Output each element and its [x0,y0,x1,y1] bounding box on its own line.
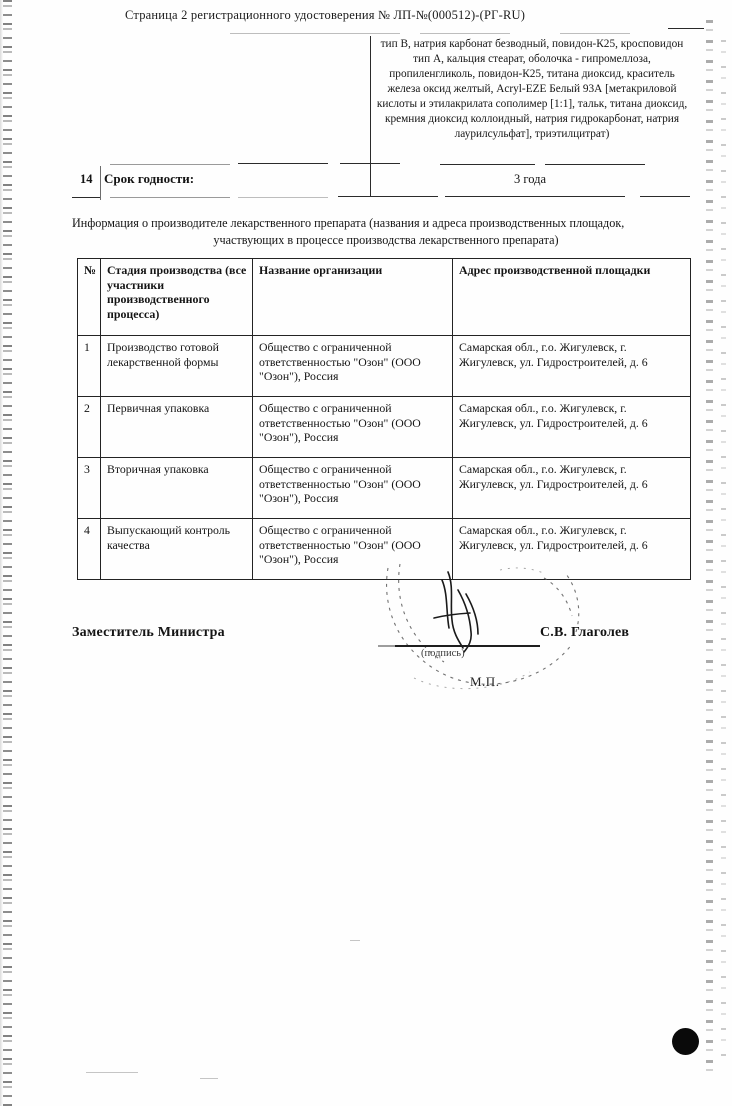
cell-organization: Общество с ограниченной ответственностью "Озон" (ООО "Озон"), Россия [253,397,453,458]
scan-artifact-right-outer [721,40,726,1060]
shelf-life-label: Срок годности: [104,171,195,186]
cell-number: 1 [78,336,101,397]
cell-number: 2 [78,397,101,458]
cell-address: Самарская обл., г.о. Жигулевск, г. Жигулевск, ул. Гидростроителей, д. 6 [453,519,691,580]
scan-rule [420,33,510,34]
cell-stage: Вторичная упаковка [101,458,253,519]
scan-rule [72,197,100,198]
column-header-address: Адрес производственной площадки [453,259,691,336]
scan-speckle [86,1072,138,1073]
scan-rule [440,164,535,165]
scan-rule [110,197,230,198]
signatory-name: С.В. Глаголев [540,625,630,640]
scan-rule [445,196,625,197]
cell-stage: Первичная упаковка [101,397,253,458]
cell-organization: Общество с ограниченной ответственностью "Озон" (ООО "Озон"), Россия [253,336,453,397]
shelf-life-value: 3 года [514,172,546,186]
scan-rule [238,163,328,164]
table-header-row [78,259,691,336]
table-row [78,336,691,397]
table-vertical-divider [100,166,101,200]
cell-number: 4 [78,519,101,580]
header-rule [668,28,704,29]
table-row [78,519,691,580]
scan-artifact-left [3,0,12,1106]
page-header-text: Страница 2 регистрационного удостоверения № ЛП-№(000512)-(РГ-RU) [125,8,526,22]
signature-caption: (подпись) [421,648,465,659]
signature-line [395,645,540,647]
manufacturer-intro-line-1: Информация о производителе лекарственного препарата (названия и адреса производственных площадок, [72,216,625,230]
cell-address: Самарская обл., г.о. Жигулевск, г. Жигулевск, ул. Гидростроителей, д. 6 [453,336,691,397]
shelf-life-number: 14 [80,172,93,186]
scan-rule [230,33,400,34]
manufacturers-table [77,258,691,580]
column-header-organization: Название организации [253,259,453,336]
scan-artifact-right [706,20,713,1080]
table-row [78,458,691,519]
manufacturer-intro-line-2: участвующих в процессе производства лекарственного препарата) [213,233,559,247]
manufacturer-intro [72,215,700,249]
column-header-number: № [78,259,101,336]
cell-number: 3 [78,458,101,519]
stamp-placeholder-label: М.П. [470,674,500,689]
table-row [78,397,691,458]
cell-stage: Производство готовой лекарственной формы [101,336,253,397]
signatory-title: Заместитель Министра [72,625,225,640]
cell-organization: Общество с ограниченной ответственностью "Озон" (ООО "Озон"), Россия [253,519,453,580]
scan-rule [545,164,645,165]
ingredients-text: тип В, натрия карбонат безводный, повидон-К25, кросповидон тип А, кальция стеарат, оболочка - гипромеллоза, пропиленгликоль, повидон-К25, титана диоксид, краситель железа оксид желтый, Acryl-EZE Белый 93А [метакриловой кислоты и этилакрилата сополимер [1:1], тальк, титана диоксид, кремния диоксид коллоидный, натрия гидрокарбонат, натрия лаурилсульфат], триэтилцитрат) [376,38,688,140]
cell-organization: Общество с ограниченной ответственностью "Озон" (ООО "Озон"), Россия [253,458,453,519]
scan-rule [560,33,630,34]
scan-rule [110,164,230,165]
page-mark-dot [672,1028,699,1055]
scan-rule [338,196,438,197]
scan-rule [238,197,328,198]
scan-rule [340,163,400,164]
column-header-stage: Стадия производства (все участники производственного процесса) [101,259,253,336]
scan-speckle [350,940,360,941]
cell-stage: Выпускающий контроль качества [101,519,253,580]
cell-address: Самарская обл., г.о. Жигулевск, г. Жигулевск, ул. Гидростроителей, д. 6 [453,458,691,519]
cell-address: Самарская обл., г.о. Жигулевск, г. Жигулевск, ул. Гидростроителей, д. 6 [453,397,691,458]
scan-rule [640,196,690,197]
scan-speckle [200,1078,218,1079]
